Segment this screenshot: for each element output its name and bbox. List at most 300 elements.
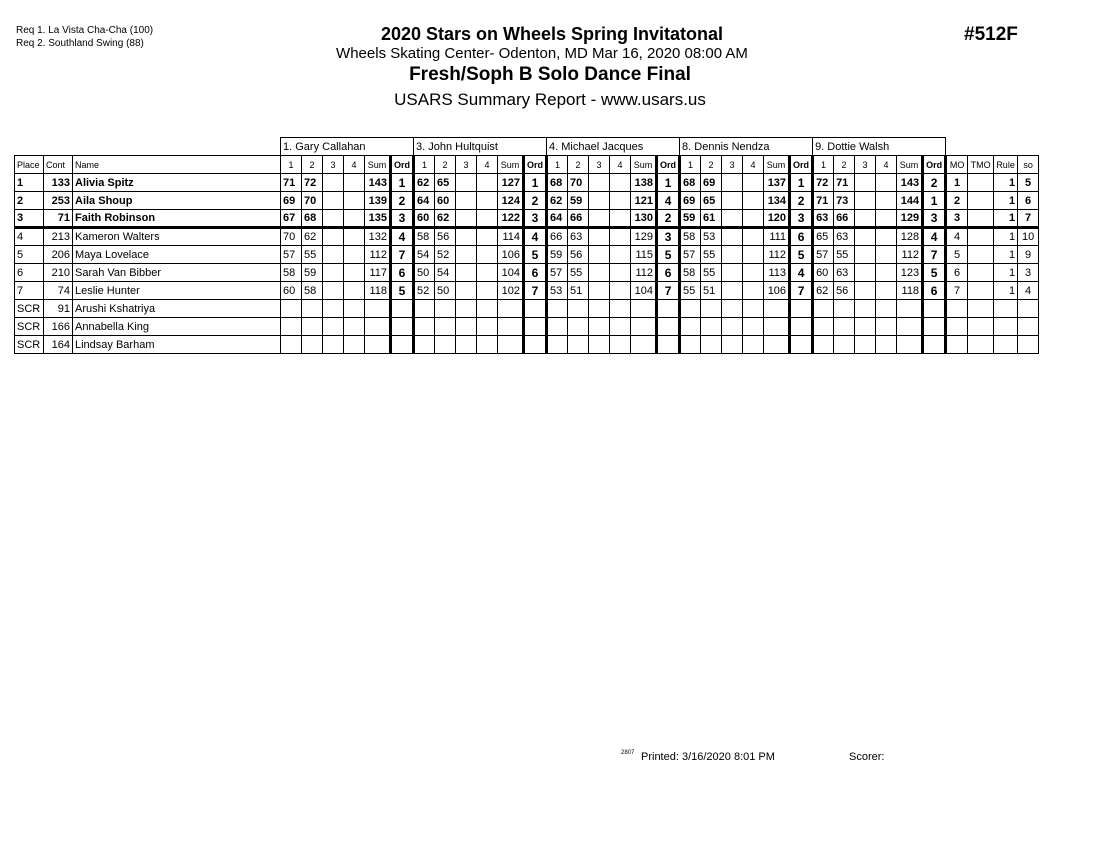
- header-judge-col: 3: [323, 156, 344, 174]
- score-cell: [344, 210, 365, 228]
- ordinal-cell: [524, 318, 547, 336]
- so-cell: [1018, 300, 1039, 318]
- ordinal-cell: 5: [391, 282, 414, 300]
- table-row: [15, 282, 1039, 300]
- score-cell: [701, 318, 722, 336]
- sum-cell: 106: [498, 246, 524, 264]
- score-cell: [477, 210, 498, 228]
- score-cell: [813, 318, 834, 336]
- score-cell: [813, 336, 834, 354]
- ordinal-cell: 2: [524, 192, 547, 210]
- sum-cell: 135: [365, 210, 391, 228]
- sum-cell: 112: [631, 264, 657, 282]
- printed-timestamp: Printed: 3/16/2020 8:01 PM: [641, 751, 775, 763]
- score-cell: [722, 192, 743, 210]
- sum-cell: 112: [764, 246, 790, 264]
- score-cell: [610, 264, 631, 282]
- cont-cell: 91: [44, 300, 73, 318]
- score-cell: [547, 300, 568, 318]
- score-cell: 58: [680, 228, 701, 246]
- ordinal-cell: 2: [923, 174, 946, 192]
- ordinal-cell: [923, 318, 946, 336]
- header-judge-col: 2: [302, 156, 323, 174]
- skater-name: Faith Robinson: [73, 210, 281, 228]
- score-cell: [547, 318, 568, 336]
- score-cell: [813, 300, 834, 318]
- place-cell: 4: [15, 228, 44, 246]
- tmo-cell: [968, 318, 994, 336]
- sum-cell: 113: [764, 264, 790, 282]
- ordinal-cell: 7: [923, 246, 946, 264]
- mo-cell: 1: [946, 174, 968, 192]
- footer-code: 2807: [621, 750, 635, 756]
- skater-name: Aila Shoup: [73, 192, 281, 210]
- score-cell: 56: [568, 246, 589, 264]
- ordinal-cell: 4: [391, 228, 414, 246]
- venue-date: Wheels Skating Center- Odenton, MD Mar 16, 2020 08:00 AM: [336, 45, 748, 62]
- ordinal-cell: [790, 318, 813, 336]
- tmo-cell: [968, 174, 994, 192]
- score-cell: 66: [547, 228, 568, 246]
- tmo-cell: [968, 264, 994, 282]
- mo-cell: 7: [946, 282, 968, 300]
- score-cell: [876, 246, 897, 264]
- score-cell: [477, 192, 498, 210]
- score-cell: [610, 192, 631, 210]
- score-cell: [323, 228, 344, 246]
- score-cell: [281, 318, 302, 336]
- score-cell: 62: [302, 228, 323, 246]
- score-cell: [610, 318, 631, 336]
- score-cell: [589, 318, 610, 336]
- header-judge-col: 1: [813, 156, 834, 174]
- score-cell: [834, 300, 855, 318]
- header-judge-col: 1: [414, 156, 435, 174]
- score-cell: [743, 174, 764, 192]
- ordinal-cell: 5: [524, 246, 547, 264]
- ordinal-cell: [923, 300, 946, 318]
- header-tmo: TMO: [968, 156, 994, 174]
- rule-cell: [994, 300, 1018, 318]
- sum-cell: [365, 336, 391, 354]
- sum-cell: 129: [897, 210, 923, 228]
- score-cell: [456, 174, 477, 192]
- ordinal-cell: 1: [657, 174, 680, 192]
- table-row: [15, 210, 1039, 228]
- so-cell: 7: [1018, 210, 1039, 228]
- header-place: Place: [15, 156, 44, 174]
- score-cell: [456, 228, 477, 246]
- so-cell: [1018, 318, 1039, 336]
- cont-cell: 213: [44, 228, 73, 246]
- score-cell: [743, 192, 764, 210]
- score-cell: [589, 336, 610, 354]
- header-mo: MO: [946, 156, 968, 174]
- header-judge-col: Ord: [790, 156, 813, 174]
- score-cell: 60: [414, 210, 435, 228]
- sum-cell: [498, 336, 524, 354]
- score-cell: 58: [302, 282, 323, 300]
- score-cell: [876, 264, 897, 282]
- column-header-row: [15, 156, 1039, 174]
- score-cell: [722, 228, 743, 246]
- score-cell: [743, 300, 764, 318]
- so-cell: 3: [1018, 264, 1039, 282]
- score-cell: [743, 228, 764, 246]
- ordinal-cell: 2: [790, 192, 813, 210]
- rule-cell: [994, 336, 1018, 354]
- header-judge-col: 1: [281, 156, 302, 174]
- score-cell: [568, 318, 589, 336]
- request-1: Req 1. La Vista Cha-Cha (100): [16, 25, 154, 36]
- score-cell: [456, 318, 477, 336]
- score-cell: 59: [680, 210, 701, 228]
- ordinal-cell: [657, 300, 680, 318]
- sum-cell: 139: [365, 192, 391, 210]
- score-cell: 52: [414, 282, 435, 300]
- score-cell: [456, 246, 477, 264]
- score-cell: [323, 210, 344, 228]
- score-cell: [876, 282, 897, 300]
- header-judge-col: 2: [834, 156, 855, 174]
- ordinal-cell: 5: [790, 246, 813, 264]
- header-judge-col: 3: [456, 156, 477, 174]
- score-cell: 50: [435, 282, 456, 300]
- table-row: [15, 336, 1039, 354]
- sum-cell: 120: [764, 210, 790, 228]
- score-cell: 58: [281, 264, 302, 282]
- score-cell: [610, 282, 631, 300]
- score-cell: [323, 192, 344, 210]
- score-cell: [302, 318, 323, 336]
- sum-cell: [365, 318, 391, 336]
- ordinal-cell: 3: [790, 210, 813, 228]
- score-cell: [344, 336, 365, 354]
- mo-cell: 3: [946, 210, 968, 228]
- score-cell: [743, 318, 764, 336]
- score-cell: 65: [435, 174, 456, 192]
- score-cell: 63: [813, 210, 834, 228]
- score-cell: [323, 282, 344, 300]
- header-judge-col: 4: [344, 156, 365, 174]
- score-cell: 66: [834, 210, 855, 228]
- judge-name: 9. Dottie Walsh: [813, 138, 946, 156]
- place-cell: 1: [15, 174, 44, 192]
- so-cell: [1018, 336, 1039, 354]
- score-cell: [876, 300, 897, 318]
- ordinal-cell: 4: [923, 228, 946, 246]
- ordinal-cell: [657, 336, 680, 354]
- so-cell: 4: [1018, 282, 1039, 300]
- tmo-cell: [968, 246, 994, 264]
- score-cell: 72: [813, 174, 834, 192]
- score-cell: [589, 192, 610, 210]
- ordinal-cell: 6: [790, 228, 813, 246]
- score-cell: 60: [435, 192, 456, 210]
- cont-cell: 210: [44, 264, 73, 282]
- score-cell: 58: [414, 228, 435, 246]
- score-cell: [435, 300, 456, 318]
- score-cell: [344, 264, 365, 282]
- skater-name: Maya Lovelace: [73, 246, 281, 264]
- score-cell: [323, 336, 344, 354]
- ordinal-cell: [524, 300, 547, 318]
- score-cell: [610, 336, 631, 354]
- sum-cell: 123: [897, 264, 923, 282]
- score-cell: [302, 336, 323, 354]
- score-cell: 65: [701, 192, 722, 210]
- cont-cell: 253: [44, 192, 73, 210]
- score-cell: [722, 300, 743, 318]
- header-judge-col: 4: [610, 156, 631, 174]
- mo-cell: [946, 318, 968, 336]
- judge-name: 8. Dennis Nendza: [680, 138, 813, 156]
- header-judge-col: Ord: [524, 156, 547, 174]
- table-row: [15, 264, 1039, 282]
- score-cell: [610, 228, 631, 246]
- sum-cell: 127: [498, 174, 524, 192]
- score-cell: [344, 174, 365, 192]
- sum-cell: 112: [897, 246, 923, 264]
- score-cell: [323, 264, 344, 282]
- ordinal-cell: [524, 336, 547, 354]
- score-cell: 57: [547, 264, 568, 282]
- ordinal-cell: 2: [391, 192, 414, 210]
- score-cell: [344, 228, 365, 246]
- score-cell: 60: [281, 282, 302, 300]
- table-row: [15, 228, 1039, 246]
- score-cell: [323, 174, 344, 192]
- score-cell: 55: [568, 264, 589, 282]
- place-cell: 5: [15, 246, 44, 264]
- cont-cell: 74: [44, 282, 73, 300]
- score-cell: 70: [281, 228, 302, 246]
- score-cell: 68: [302, 210, 323, 228]
- rule-cell: 1: [994, 282, 1018, 300]
- sum-cell: [764, 336, 790, 354]
- rule-cell: 1: [994, 246, 1018, 264]
- score-cell: [589, 210, 610, 228]
- ordinal-cell: [657, 318, 680, 336]
- sum-cell: 129: [631, 228, 657, 246]
- score-cell: 64: [414, 192, 435, 210]
- score-cell: 71: [834, 174, 855, 192]
- score-cell: [855, 174, 876, 192]
- cont-cell: 71: [44, 210, 73, 228]
- score-cell: [855, 300, 876, 318]
- score-cell: 66: [568, 210, 589, 228]
- header-judge-col: Ord: [391, 156, 414, 174]
- header-judge-col: Sum: [365, 156, 391, 174]
- header-judge-col: 4: [743, 156, 764, 174]
- mo-cell: 6: [946, 264, 968, 282]
- score-cell: 68: [547, 174, 568, 192]
- mo-cell: [946, 336, 968, 354]
- report-title: USARS Summary Report - www.usars.us: [394, 90, 706, 109]
- score-cell: [743, 210, 764, 228]
- so-cell: 5: [1018, 174, 1039, 192]
- score-cell: [435, 318, 456, 336]
- score-cell: [281, 336, 302, 354]
- score-cell: 67: [281, 210, 302, 228]
- score-cell: 63: [568, 228, 589, 246]
- judge-name: 4. Michael Jacques: [547, 138, 680, 156]
- score-cell: [743, 246, 764, 264]
- score-cell: [477, 264, 498, 282]
- header-judge-col: 1: [680, 156, 701, 174]
- score-cell: [456, 192, 477, 210]
- sum-cell: 104: [631, 282, 657, 300]
- sum-cell: 144: [897, 192, 923, 210]
- header-judge-col: 3: [855, 156, 876, 174]
- header-judge-col: Ord: [657, 156, 680, 174]
- score-cell: 55: [834, 246, 855, 264]
- cont-cell: 166: [44, 318, 73, 336]
- score-cell: [855, 246, 876, 264]
- ordinal-cell: 1: [923, 192, 946, 210]
- tmo-cell: [968, 300, 994, 318]
- score-cell: [302, 300, 323, 318]
- header-rule: Rule: [994, 156, 1018, 174]
- header-judge-col: 2: [568, 156, 589, 174]
- mo-cell: 4: [946, 228, 968, 246]
- sum-cell: [897, 336, 923, 354]
- skater-name: Lindsay Barham: [73, 336, 281, 354]
- score-cell: [589, 228, 610, 246]
- score-cell: 73: [834, 192, 855, 210]
- score-cell: [701, 336, 722, 354]
- score-cell: 62: [813, 282, 834, 300]
- score-cell: [610, 210, 631, 228]
- score-cell: [722, 174, 743, 192]
- score-cell: [722, 246, 743, 264]
- ordinal-cell: 1: [524, 174, 547, 192]
- score-cell: [589, 246, 610, 264]
- rule-cell: 1: [994, 210, 1018, 228]
- score-cell: 53: [701, 228, 722, 246]
- competition-title: 2020 Stars on Wheels Spring Invitatonal: [380, 24, 724, 44]
- ordinal-cell: 2: [657, 210, 680, 228]
- sum-cell: [498, 318, 524, 336]
- score-cell: [855, 192, 876, 210]
- tmo-cell: [968, 336, 994, 354]
- score-cell: [876, 210, 897, 228]
- score-cell: 50: [414, 264, 435, 282]
- sum-cell: [897, 318, 923, 336]
- header-judge-col: 3: [722, 156, 743, 174]
- table-row: [15, 192, 1039, 210]
- sum-cell: 134: [764, 192, 790, 210]
- header-cont: Cont: [44, 156, 73, 174]
- place-cell: 2: [15, 192, 44, 210]
- score-cell: [435, 336, 456, 354]
- sum-cell: 143: [365, 174, 391, 192]
- sum-cell: [764, 318, 790, 336]
- score-cell: [722, 282, 743, 300]
- ordinal-cell: [790, 336, 813, 354]
- sum-cell: [764, 300, 790, 318]
- header-judge-col: Sum: [764, 156, 790, 174]
- ordinal-cell: 3: [391, 210, 414, 228]
- score-cell: [456, 336, 477, 354]
- table-row: [15, 318, 1039, 336]
- so-cell: 6: [1018, 192, 1039, 210]
- score-cell: 58: [680, 264, 701, 282]
- score-cell: [477, 246, 498, 264]
- sum-cell: 102: [498, 282, 524, 300]
- judge-name: 1. Gary Callahan: [281, 138, 414, 156]
- ordinal-cell: 4: [657, 192, 680, 210]
- sum-cell: 137: [764, 174, 790, 192]
- score-cell: 54: [414, 246, 435, 264]
- score-cell: 71: [281, 174, 302, 192]
- score-cell: [743, 336, 764, 354]
- mo-cell: 5: [946, 246, 968, 264]
- sum-cell: 138: [631, 174, 657, 192]
- skater-name: Sarah Van Bibber: [73, 264, 281, 282]
- ordinal-cell: 6: [657, 264, 680, 282]
- score-cell: [568, 336, 589, 354]
- score-cell: [477, 300, 498, 318]
- score-cell: [344, 282, 365, 300]
- score-cell: [680, 336, 701, 354]
- sum-cell: 112: [365, 246, 391, 264]
- place-cell: 6: [15, 264, 44, 282]
- score-cell: 65: [813, 228, 834, 246]
- skater-name: Alivia Spitz: [73, 174, 281, 192]
- score-cell: [680, 300, 701, 318]
- score-cell: [589, 300, 610, 318]
- skater-name: Leslie Hunter: [73, 282, 281, 300]
- score-cell: 57: [281, 246, 302, 264]
- score-cell: [456, 300, 477, 318]
- ordinal-cell: 6: [391, 264, 414, 282]
- score-cell: [477, 228, 498, 246]
- score-cell: 71: [813, 192, 834, 210]
- so-cell: 9: [1018, 246, 1039, 264]
- score-cell: [876, 174, 897, 192]
- score-cell: 59: [302, 264, 323, 282]
- score-cell: [610, 300, 631, 318]
- cont-cell: 133: [44, 174, 73, 192]
- score-cell: [477, 174, 498, 192]
- ordinal-cell: [391, 300, 414, 318]
- score-cell: [834, 318, 855, 336]
- header-so: so: [1018, 156, 1039, 174]
- tmo-cell: [968, 228, 994, 246]
- score-cell: [701, 300, 722, 318]
- score-cell: [855, 228, 876, 246]
- ordinal-cell: [391, 336, 414, 354]
- ordinal-cell: [790, 300, 813, 318]
- score-cell: [680, 318, 701, 336]
- score-cell: 59: [547, 246, 568, 264]
- score-cell: 62: [547, 192, 568, 210]
- sum-cell: 132: [365, 228, 391, 246]
- sum-cell: [631, 336, 657, 354]
- score-cell: [722, 210, 743, 228]
- score-cell: [568, 300, 589, 318]
- score-cell: [344, 300, 365, 318]
- judge-name: 3. John Hultquist: [414, 138, 547, 156]
- score-cell: [477, 336, 498, 354]
- rule-cell: [994, 318, 1018, 336]
- score-cell: [456, 282, 477, 300]
- score-cell: [855, 282, 876, 300]
- ordinal-cell: 3: [657, 228, 680, 246]
- header-judge-col: 3: [589, 156, 610, 174]
- score-cell: [477, 282, 498, 300]
